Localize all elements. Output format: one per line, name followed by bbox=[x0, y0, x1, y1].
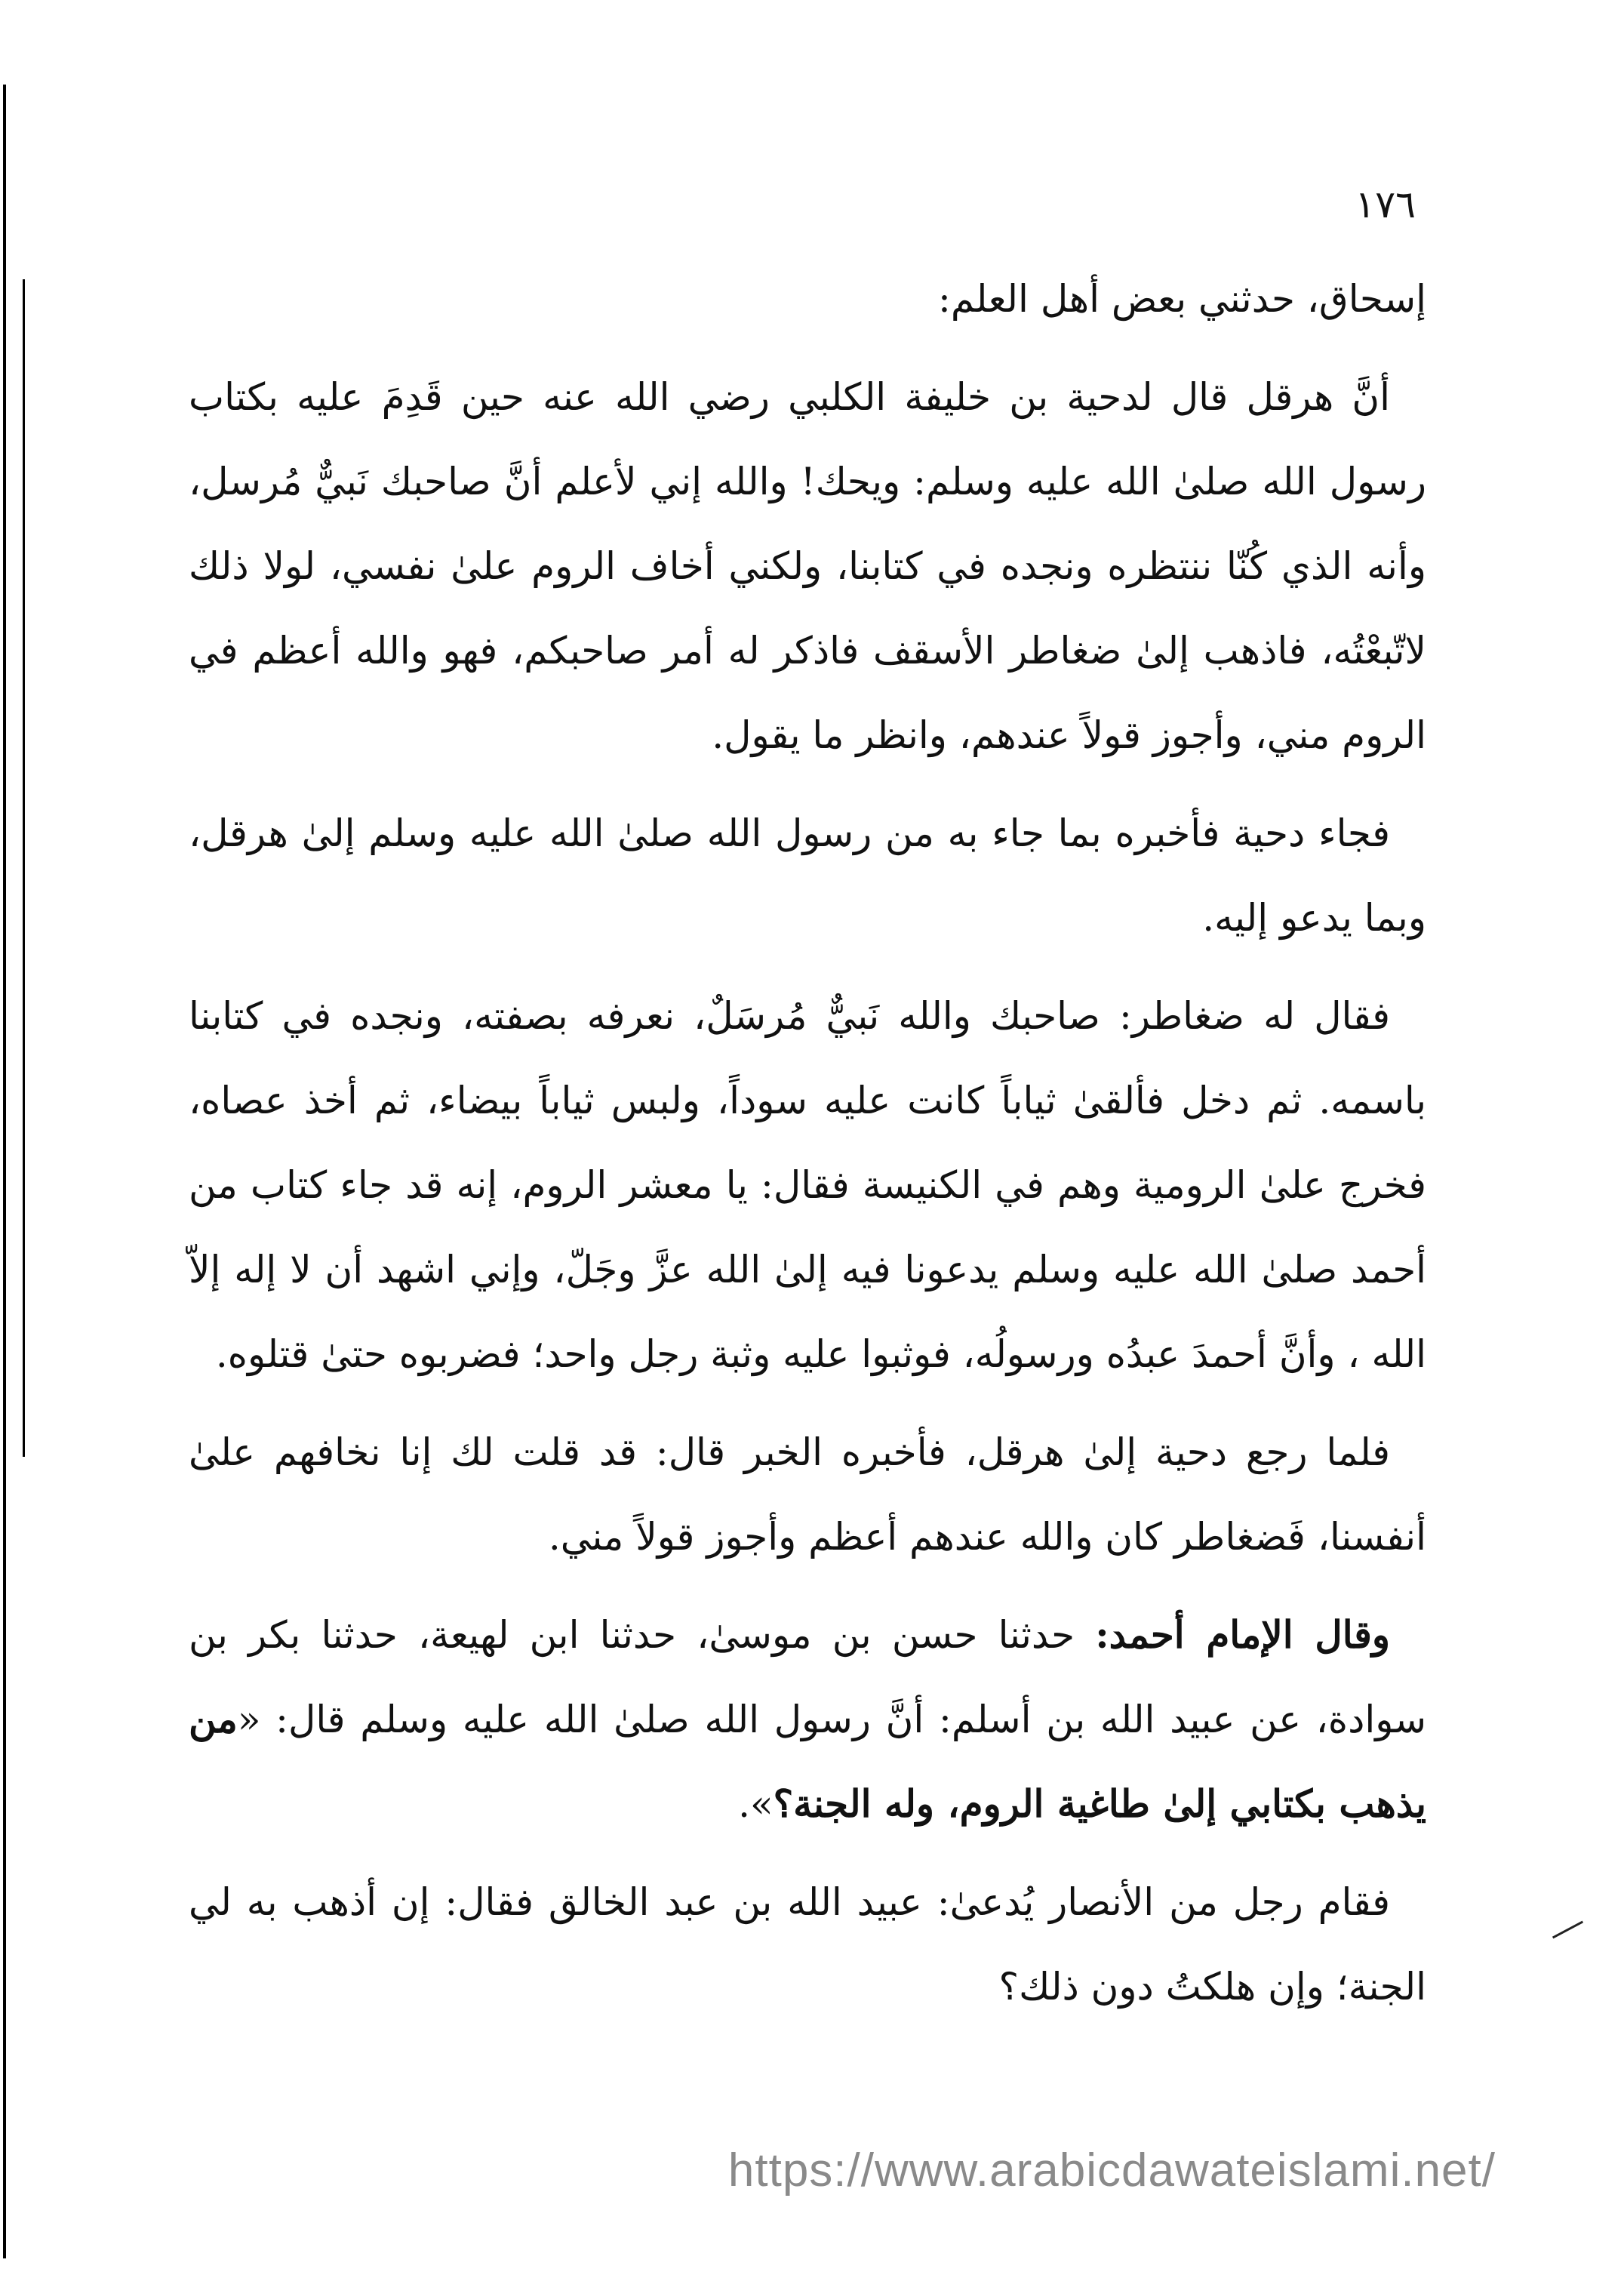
paragraph: إسحاق، حدثني بعض أهل العلم: bbox=[938, 277, 1426, 321]
paragraph: فقام رجل من الأنصار يُدعىٰ: عبيد الله بن عبد الخالق فقال: إن أذهب به لي الجنة؛ وإن هلكتُ دون ذلك؟ bbox=[189, 1880, 1426, 2009]
hadith-chain: حدثنا حسن بن موسىٰ، حدثنا ابن لهيعة، حدثنا بكر بن سوادة، عن عبيد الله بن أسلم: أنَّ رسول الله صلىٰ الله عليه وسلم قال: « bbox=[189, 1613, 1426, 1741]
hadith-quote: من يذهب بكتابي إلىٰ طاغية الروم، وله الجنة؟ bbox=[189, 1697, 1426, 1826]
paragraph: أنَّ هرقل قال لدحية بن خليفة الكلبي رضي الله عنه حين قَدِمَ عليه بكتاب رسول الله صلىٰ الله عليه وسلم: ويحك! والله إني لأعلم أنَّ صاحبك نَبيٌّ مُرسل، وأنه الذي كُنّا ننتظره ونجده في كتابنا، ولكني أخاف الروم علىٰ نفسي، لولا ذلك لاتّبعْتُه، فاذهب إلىٰ ضغاطر الأسقف فاذكر له أمر صاحبكم، فهو والله أعظم في الروم مني، وأجوز قولاً عندهم، وانظر ما يقول. bbox=[189, 375, 1426, 757]
page-number: ١٧٦ bbox=[1355, 183, 1416, 226]
hadith-paragraph bbox=[189, 1593, 1426, 1846]
body-text bbox=[189, 257, 1426, 2043]
paragraph: فلما رجع دحية إلىٰ هرقل، فأخبره الخبر قال: قد قلت لك إنا نخافهم علىٰ أنفسنا، فَضغاطر كان والله عندهم أعظم وأجوز قولاً مني. bbox=[189, 1430, 1426, 1559]
watermark-url: https://www.arabicdawateislami.net/ bbox=[727, 2144, 1496, 2197]
hadith-lead: وقال الإمام أحمد: bbox=[1095, 1612, 1390, 1657]
hadith-tail: ». bbox=[738, 1782, 774, 1826]
scan-edge-line bbox=[23, 279, 25, 1457]
paragraph: فقال له ضغاطر: صاحبك والله نَبيٌّ مُرسَلٌ، نعرفه بصفته، ونجده في كتابنا باسمه. ثم دخل فألقىٰ ثياباً كانت عليه سوداً، ولبس ثياباً بيضاء، ثم أخذ عصاه، فخرج علىٰ الرومية وهم في الكنيسة فقال: يا معشر الروم، إنه قد جاء كتاب من أحمد صلىٰ الله عليه وسلم يدعونا فيه إلىٰ الله عزَّ وجَلّ، وإني اشهد أن لا إله إلاّ الله ، وأنَّ أحمدَ عبدُه ورسولُه، فوثبوا عليه وثبة رجل واحد؛ فضربوه حتىٰ قتلوه. bbox=[189, 994, 1426, 1376]
margin-pen-mark bbox=[1552, 1921, 1583, 1939]
scan-edge-line bbox=[3, 85, 6, 2258]
paragraph: فجاء دحية فأخبره بما جاء به من رسول الله صلىٰ الله عليه وسلم إلىٰ هرقل، وبما يدعو إليه. bbox=[189, 811, 1426, 940]
